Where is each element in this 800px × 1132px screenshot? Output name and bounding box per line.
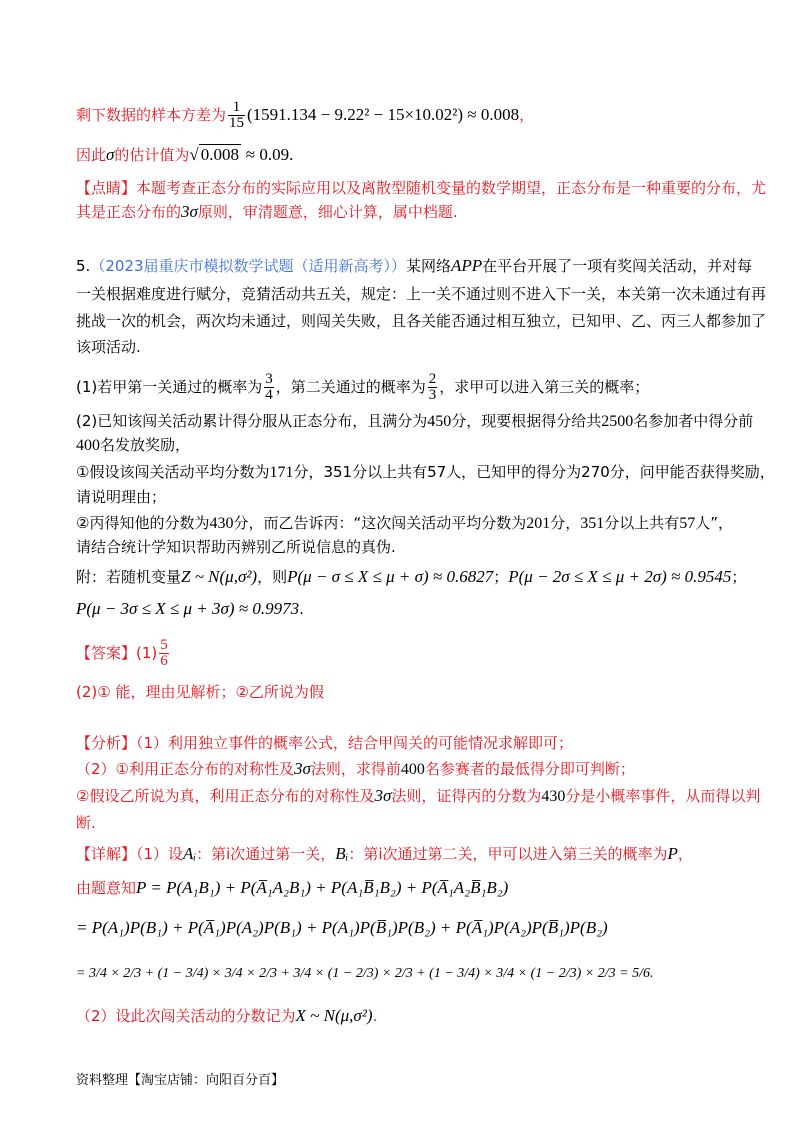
threshold-score: 351: [580, 515, 605, 532]
analysis-line-4: 断.: [76, 814, 96, 832]
question-2-line-1: [76, 410, 753, 433]
bing-score: 430: [541, 788, 566, 805]
answer-label: 【答案】(1): [76, 644, 158, 662]
frac-num: 5: [160, 637, 168, 653]
q2e-text-e: 人”，: [695, 514, 734, 532]
detail-line-2: [76, 877, 508, 899]
problem-number: 5.: [76, 257, 91, 275]
fraction-3-4: [264, 372, 274, 403]
question-2-line-6: 请结合统计学知识帮助丙辨别乙所说信息的真伪.: [76, 538, 396, 556]
prob-p: P: [667, 844, 678, 863]
comment-line-1: 【点睛】本题考查正态分布的实际应用以及离散型随机变量的数学期望，正态分布是一种重要的分布，尤: [76, 179, 767, 197]
footer-source: 资料整理【淘宝店铺：向阳百分百】: [76, 1073, 285, 1088]
fraction-1-15: [228, 100, 245, 131]
q2e-text-d: 分以上共有: [604, 514, 680, 532]
question-2-line-3: [76, 461, 775, 484]
problem-5-line-2: 一关根据难度进行赋分，竞猜活动共五关，规定：上一关不通过则不进入下一关，本关第一次未通过有再: [76, 285, 767, 303]
q2c-text-a: ①假设该闯关活动平均分数为: [76, 463, 270, 481]
anal3-text-a: ②假设乙所说为真，利用正态分布的对称性及: [76, 787, 375, 805]
three-sigma: 3σ: [294, 759, 311, 778]
event-b: Bᵢ: [335, 844, 349, 863]
sigma-estimate-line: [76, 144, 293, 166]
sigma-pre: 因此: [76, 146, 107, 164]
event-a: Aᵢ: [183, 844, 197, 863]
variance-line: [76, 100, 534, 131]
appendix-line-2: [76, 598, 304, 620]
claimed-count: 57: [679, 515, 696, 532]
fraction-5-6: [159, 638, 169, 669]
analysis-line-1: 【分析】（1）利用独立事件的概率公式，结合甲闯关的可能情况求解即可；: [76, 734, 574, 752]
top-count: 400: [400, 761, 425, 778]
question-2-line-5: [76, 512, 733, 535]
anal2-text-c: 名参赛者的最低得分即可判断；: [424, 760, 635, 778]
comment-text-1: 其是正态分布的: [76, 203, 182, 221]
q1-text-c: ，求甲可以进入第三关的概率；: [439, 378, 650, 396]
frac-num: 3: [265, 371, 273, 387]
app-word: APP: [451, 256, 483, 275]
detail-line-4: [76, 961, 653, 985]
prob-sum-expression: P = P(A₁B₁) + P(A̅₁A₂B₁) + P(A₁B̅₁B₂) + P(A̅₁A₂B̅₁B₂): [136, 878, 509, 897]
anal2-text-a: （2）①利用正态分布的对称性及: [76, 760, 294, 778]
det1-text-b: ：第i次通过第一关，: [196, 845, 336, 863]
det1-text-d: ，: [677, 845, 693, 863]
frac-num: 2: [428, 371, 437, 387]
numeric-computation: = 3/4 × 2/3 + (1 − 3/4) × 3/4 × 2/3 + 3/4 × (1 − 2/3) × 2/3 + (1 − 3/4) × 3/4 × (1 − 2/3) × 2/3 = 5/6.: [76, 966, 654, 981]
q2-text-c: 名参加者中得分前: [633, 412, 754, 430]
participant-count: 2500: [601, 413, 634, 430]
frac-den: 6: [160, 653, 168, 669]
q2e-text-a: ②丙得知他的分数为: [76, 514, 210, 532]
award-count: 400: [76, 437, 100, 454]
detail-line-5: [76, 1005, 377, 1027]
average-score: 171: [269, 464, 294, 481]
problem-5-line-3: 挑战一次的机会，两次均未通过，则闯关失败，且各关能否通过相互独立，已知甲、乙、丙三人都参加了: [76, 312, 767, 330]
analysis-line-2: [76, 758, 635, 781]
frac-den: 15: [229, 115, 245, 131]
answer-line-1: [76, 638, 171, 669]
q2e-text-c: 分，: [550, 514, 581, 532]
anal3-text-c: 分是小概率事件，从而得以判: [565, 787, 761, 805]
comment-text-2: 原则，审清题意，细心计算，属中档题.: [197, 203, 458, 221]
variance-expression: (1591.134 − 9.22² − 15×10.02²) ≈ 0.008: [247, 105, 520, 124]
q1-text-b: ，第二关通过的概率为: [275, 378, 426, 396]
q2b-text: 名发放奖励，: [100, 436, 191, 454]
analysis-line-3: [76, 785, 760, 808]
problem-source: （2023届重庆市模拟数学试题（适用新高考））: [90, 257, 406, 275]
variance-end: ，: [519, 106, 535, 124]
answer-line-2: (2)① 能，理由见解析；②乙所说为假: [76, 683, 324, 701]
appendix-line-1: [76, 566, 746, 588]
det5-text-a: （2）设此次闯关活动的分数记为: [76, 1007, 296, 1025]
note-text-a: 附：若随机变量: [76, 568, 182, 586]
det5-end: .: [372, 1007, 378, 1025]
sqrt-expression: √ 0.008: [189, 145, 240, 164]
frac-num: 1: [228, 100, 245, 116]
three-sigma: 3σ: [374, 786, 392, 805]
fraction-2-3: [428, 372, 438, 403]
full-score: 450: [427, 413, 452, 430]
anal3-text-b: 法则，证得丙的分数为: [391, 787, 542, 805]
note-end: .: [299, 600, 304, 618]
note-text-b: ，则: [257, 568, 288, 586]
det1-text-c: ：第i次通过第二关，甲可以进入第三关的概率为: [348, 845, 668, 863]
prob-two-sigma: P(μ − 2σ ≤ X ≤ μ + 2σ) ≈ 0.9545: [508, 567, 732, 586]
comment-line-2: [76, 201, 458, 223]
frac-den: 4: [265, 387, 273, 403]
q2c-text-b: 分，351分以上共有57人，已知甲的得分为270分，问甲能否获得奖励，: [293, 463, 775, 481]
det1-text-a: 【详解】（1）设: [76, 845, 184, 863]
variance-text: 剩下数据的样本方差为: [76, 106, 227, 124]
detail-line-3: [76, 917, 608, 939]
prob-one-sigma: P(μ − σ ≤ X ≤ μ + σ) ≈ 0.6827: [287, 567, 494, 586]
question-2-line-2: [76, 434, 190, 457]
question-1: [76, 372, 649, 403]
problem-5-line-4: 该项活动.: [76, 338, 141, 356]
problem-text-b: 在平台开展了一项有奖闯关活动，并对每: [482, 257, 753, 275]
score-distribution: X ~ N(μ,σ²): [295, 1006, 373, 1025]
q2e-text-b: 分，而乙告诉丙：“这次闯关活动平均分数为: [233, 514, 527, 532]
normal-dist-z: Z ~ N(μ,σ²): [181, 567, 258, 586]
problem-text-a: 某网络: [406, 257, 452, 275]
anal2-text-b: 法则，求得前: [310, 760, 401, 778]
q1-text-a: (1)若甲第一关通过的概率为: [76, 378, 263, 396]
question-2-line-4: 请说明理由；: [76, 488, 167, 506]
sigma-result: ≈ 0.09.: [245, 145, 294, 164]
detail-line-1: [76, 843, 693, 865]
note-text-c: ；: [493, 568, 509, 586]
prob-product-expression: = P(A₁)P(B₁) + P(A̅₁)P(A₂)P(B₁) + P(A₁)P(B̅₁)P(B₂) + P(A̅₁)P(A₂)P(B̅₁)P(B₂): [76, 918, 608, 937]
q2-text-a: (2)已知该闯关活动累计得分服从正态分布，且满分为: [76, 412, 428, 430]
q2-text-b: 分，现要根据得分给共: [451, 412, 602, 430]
three-sigma: 3σ: [181, 202, 198, 221]
sqrt-radicand: 0.008: [200, 145, 240, 164]
det2-text-a: 由题意知: [76, 879, 137, 897]
sigma-mid: 的估计值为: [114, 146, 190, 164]
problem-5-line-1: [76, 255, 752, 277]
note-text-d: ；: [731, 568, 747, 586]
sigma-symbol: σ: [106, 145, 115, 164]
prob-three-sigma: P(μ − 3σ ≤ X ≤ μ + 3σ) ≈ 0.9973: [76, 599, 300, 618]
claimed-average: 201: [526, 515, 551, 532]
frac-den: 3: [428, 387, 437, 403]
bing-score: 430: [209, 515, 234, 532]
